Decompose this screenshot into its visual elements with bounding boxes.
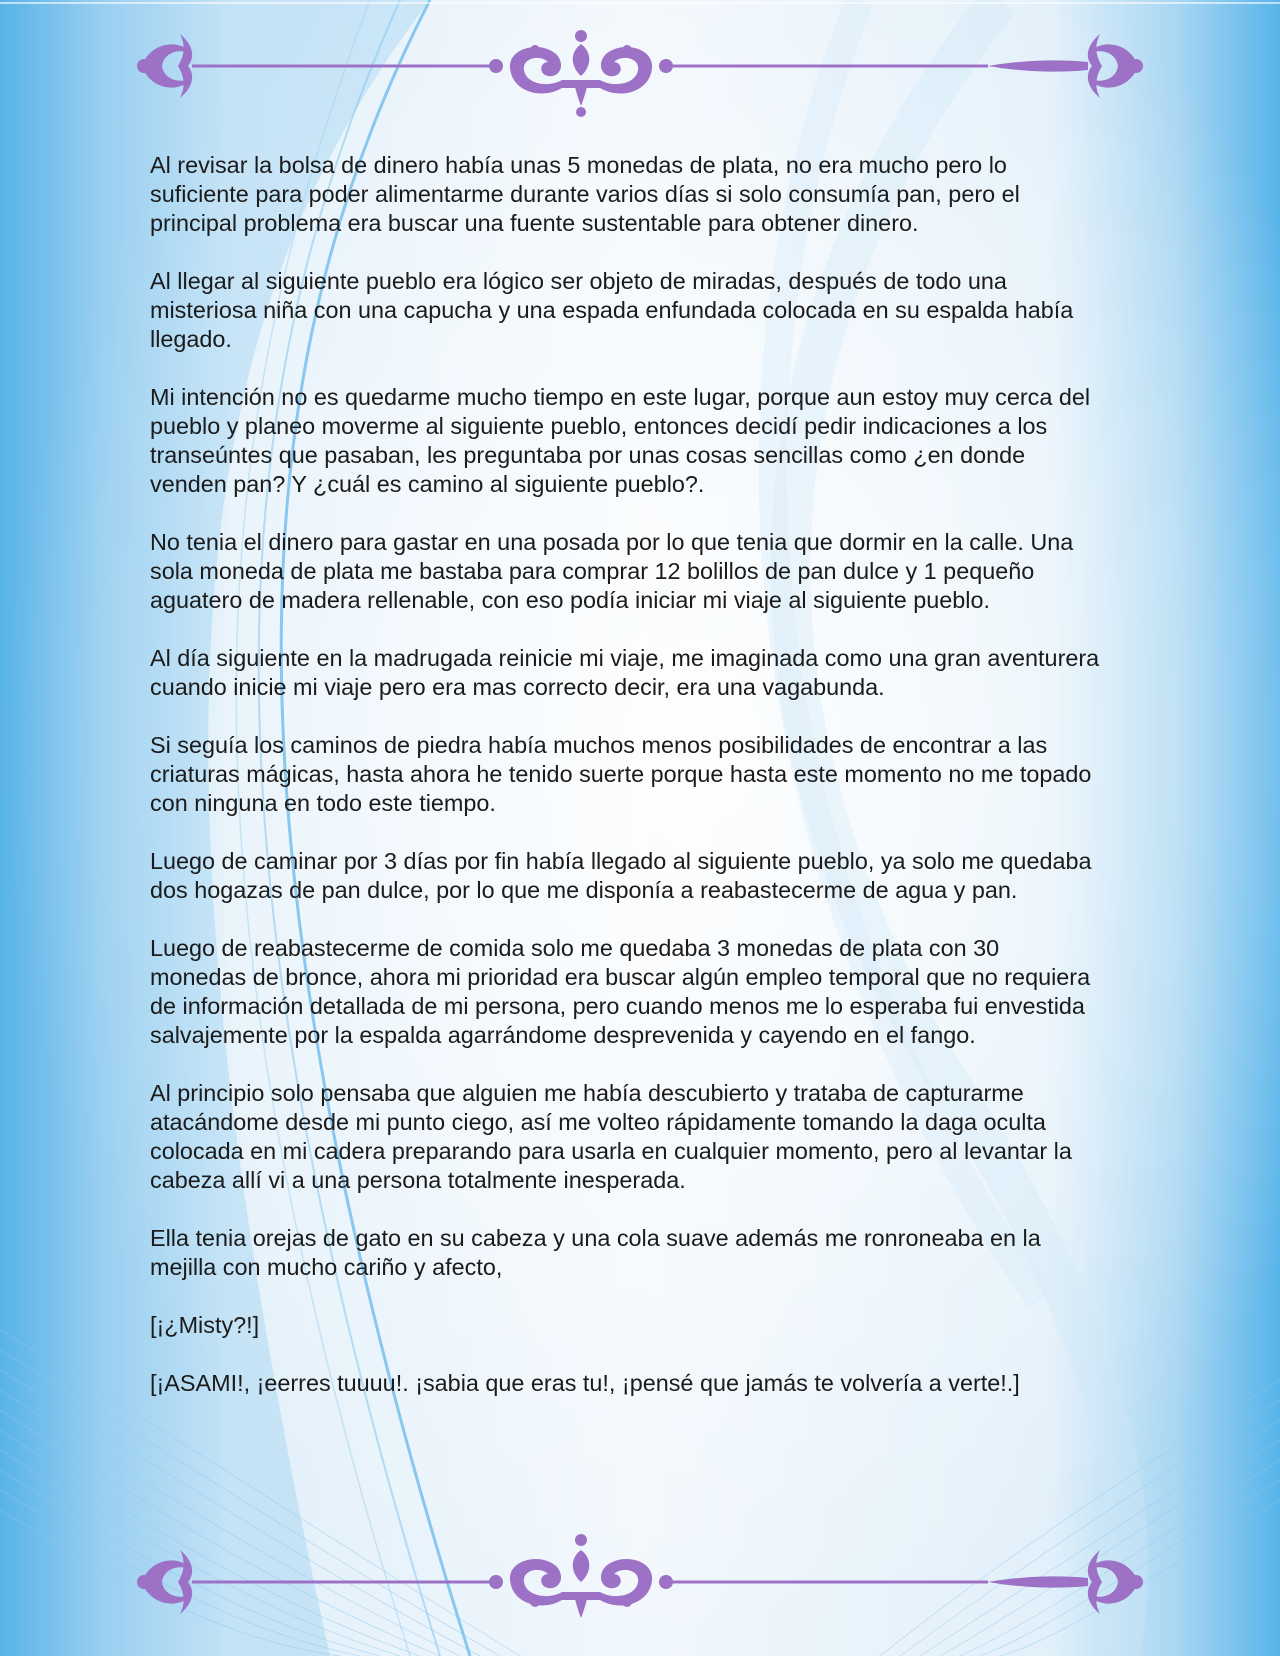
dialogue-1: [¡¿Misty?!] bbox=[150, 1312, 260, 1338]
paragraph-10: Ella tenia orejas de gato en su cabeza y una cola suave además me ronroneaba en la mejilla con mucho cariño y afecto, bbox=[150, 1225, 1041, 1280]
top-ornament-divider-icon bbox=[130, 22, 1150, 122]
paragraph-6: Si seguía los caminos de piedra había muchos menos posibilidades de encontrar a las criaturas mágicas, hasta ahora he tenido suerte porque hasta este momento no me topado con ninguna en todo este tiempo. bbox=[150, 732, 1092, 816]
paragraph-1: Al revisar la bolsa de dinero había unas 5 monedas de plata, no era mucho pero lo suficiente para poder alimentarme durante varios días si solo consumía pan, pero el principal problema era buscar una fuente sustentable para obtener dinero. bbox=[150, 152, 1020, 236]
paragraph-9: Al principio solo pensaba que alguien me había descubierto y trataba de capturarme atacándome desde mi punto ciego, así me volteo rápidamente tomando la daga oculta colocada en mi cadera preparando para usarla en cualquier momento, pero al levantar la cabeza allí vi a una persona totalmente inesperada. bbox=[150, 1080, 1072, 1193]
paragraph-7: Luego de caminar por 3 días por fin había llegado al siguiente pueblo, ya solo me quedaba dos hogazas de pan dulce, por lo que me disponía a reabastecerme de agua y pan. bbox=[150, 848, 1092, 903]
dialogue-2: [¡ASAMI!, ¡eerres tuuuu!. ¡sabia que eras tu!, ¡pensé que jamás te volvería a verte!.] bbox=[150, 1370, 1020, 1396]
bottom-ornament-divider-icon bbox=[130, 1530, 1150, 1630]
paragraph-8: Luego de reabastecerme de comida solo me quedaba 3 monedas de plata con 30 monedas de bronce, ahora mi prioridad era buscar algún empleo temporal que no requiera de información detallada de mi persona, pero cuando menos me lo esperaba fui envestida salvajemente por la espalda agarrándome desprevenida y cayendo en el fango. bbox=[150, 935, 1091, 1048]
paragraph-2: Al llegar al siguiente pueblo era lógico ser objeto de miradas, después de todo una misteriosa niña con una capucha y una espada enfundada colocada en su espalda había llegado. bbox=[150, 268, 1074, 352]
paragraph-5: Al día siguiente en la madrugada reinicie mi viaje, me imaginada como una gran aventurera cuando inicie mi viaje pero era mas correcto decir, era una vagabunda. bbox=[150, 645, 1100, 700]
story-text bbox=[150, 151, 1100, 1427]
paragraph-3: Mi intención no es quedarme mucho tiempo en este lugar, porque aun estoy muy cerca del pueblo y planeo moverme al siguiente pueblo, entonces decidí pedir indicaciones a los transeúntes que pasaban, les preguntaba por unas cosas sencillas como ¿en donde venden pan? Y ¿cuál es camino al siguiente pueblo?. bbox=[150, 384, 1091, 497]
paragraph-4: No tenia el dinero para gastar en una posada por lo que tenia que dormir en la calle. Una sola moneda de plata me bastaba para comprar 12 bolillos de pan dulce y 1 pequeño aguatero de madera rellenable, con eso podía iniciar mi viaje al siguiente pueblo. bbox=[150, 529, 1074, 613]
